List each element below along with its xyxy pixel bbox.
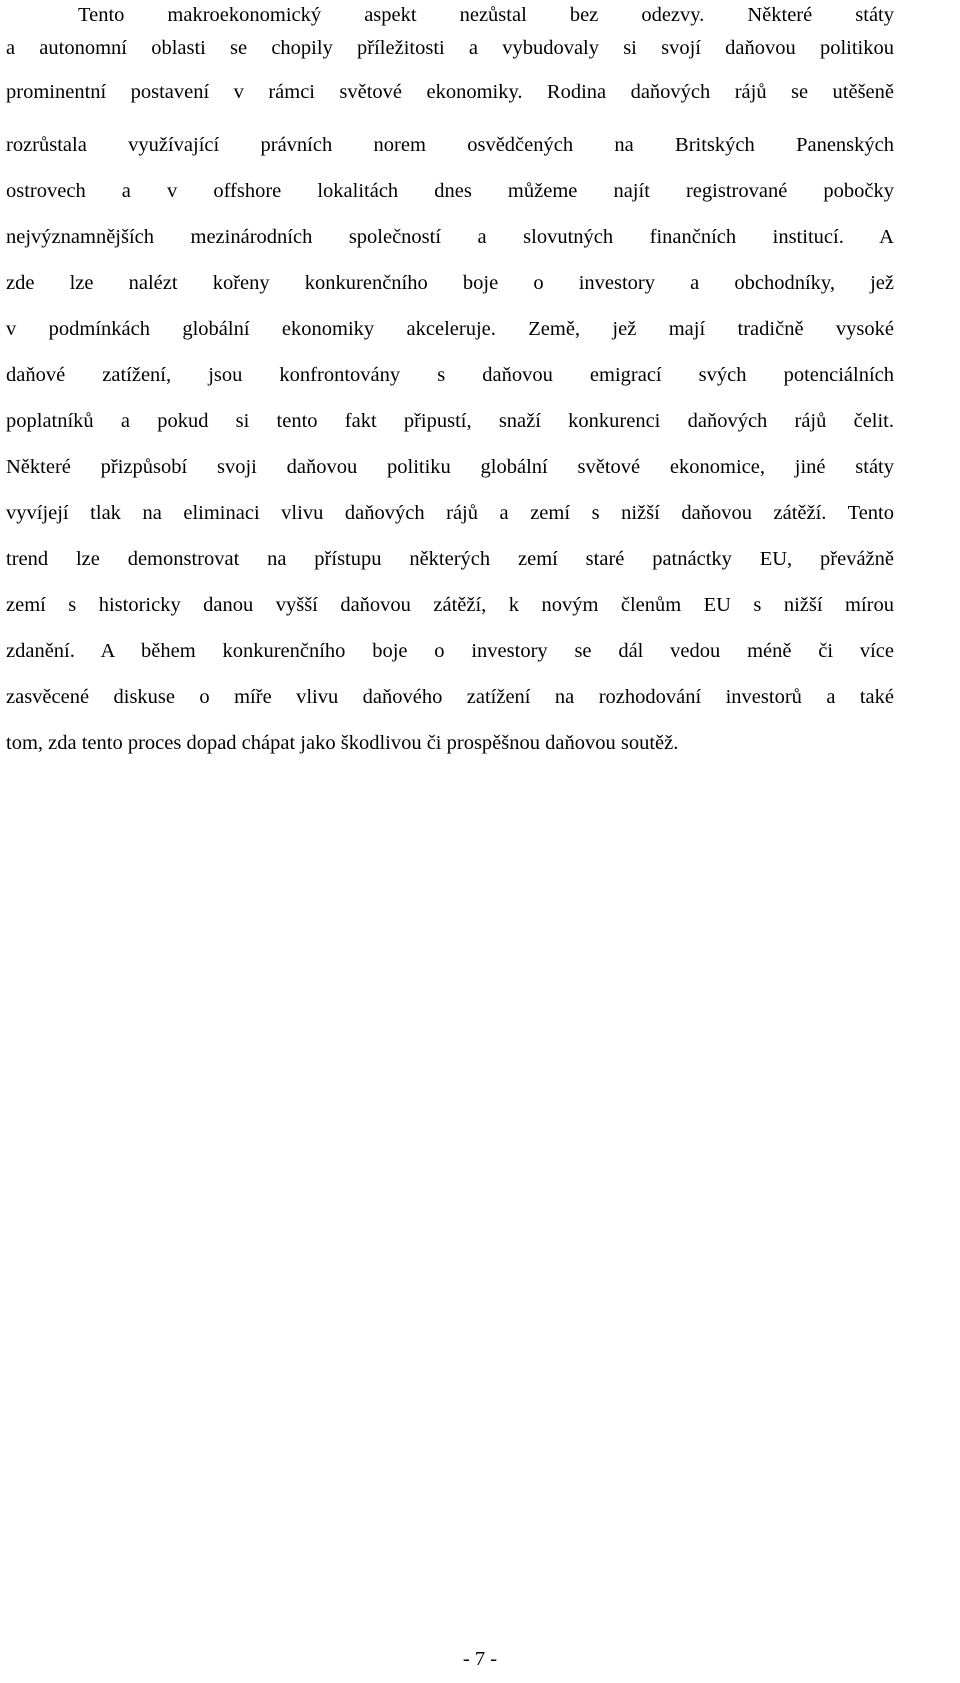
text-line: v podmínkách globální ekonomiky akceleruje. Země, jež mají tradičně vysoké [6, 318, 894, 340]
text-line: trend lze demonstrovat na přístupu některých zemí staré patnáctky EU, převážně [6, 548, 894, 570]
text-line: nejvýznamnějších mezinárodních společností a slovutných finančních institucí. A [6, 226, 894, 248]
text-line: Některé přizpůsobí svoji daňovou politiku globální světové ekonomice, jiné státy [6, 456, 894, 478]
text-line: a autonomní oblasti se chopily příležitosti a vybudovaly si svojí daňovou politikou [6, 37, 894, 59]
text-line: ostrovech a v offshore lokalitách dnes můžeme najít registrované pobočky [6, 180, 894, 202]
page-number: - 7 - [462, 1648, 498, 1670]
text-line: daňové zatížení, jsou konfrontovány s daňovou emigrací svých potenciálních [6, 364, 894, 386]
text-line: rozrůstala využívající právních norem osvědčených na Britských Panenských [6, 134, 894, 156]
text-line: zde lze nalézt kořeny konkurenčního boje o investory a obchodníky, jež [6, 272, 894, 294]
text-line: vyvíjejí tlak na eliminaci vlivu daňových rájů a zemí s nižší daňovou zátěží. Tento [6, 502, 894, 524]
text-line: zasvěcené diskuse o míře vlivu daňového zatížení na rozhodování investorů a také [6, 686, 894, 708]
text-line: tom, zda tento proces dopad chápat jako škodlivou či prospěšnou daňovou soutěž. [6, 732, 679, 754]
text-line: Tento makroekonomický aspekt nezůstal bez odezvy. Některé státy [78, 4, 894, 26]
text-line: prominentní postavení v rámci světové ekonomiky. Rodina daňových rájů se utěšeně [6, 81, 894, 103]
text-line: zdanění. A během konkurenčního boje o investory se dál vedou méně či více [6, 640, 894, 662]
text-line: zemí s historicky danou vyšší daňovou zátěží, k novým členům EU s nižší mírou [6, 594, 894, 616]
text-line: poplatníků a pokud si tento fakt připustí, snaží konkurenci daňových rájů čelit. [6, 410, 894, 432]
